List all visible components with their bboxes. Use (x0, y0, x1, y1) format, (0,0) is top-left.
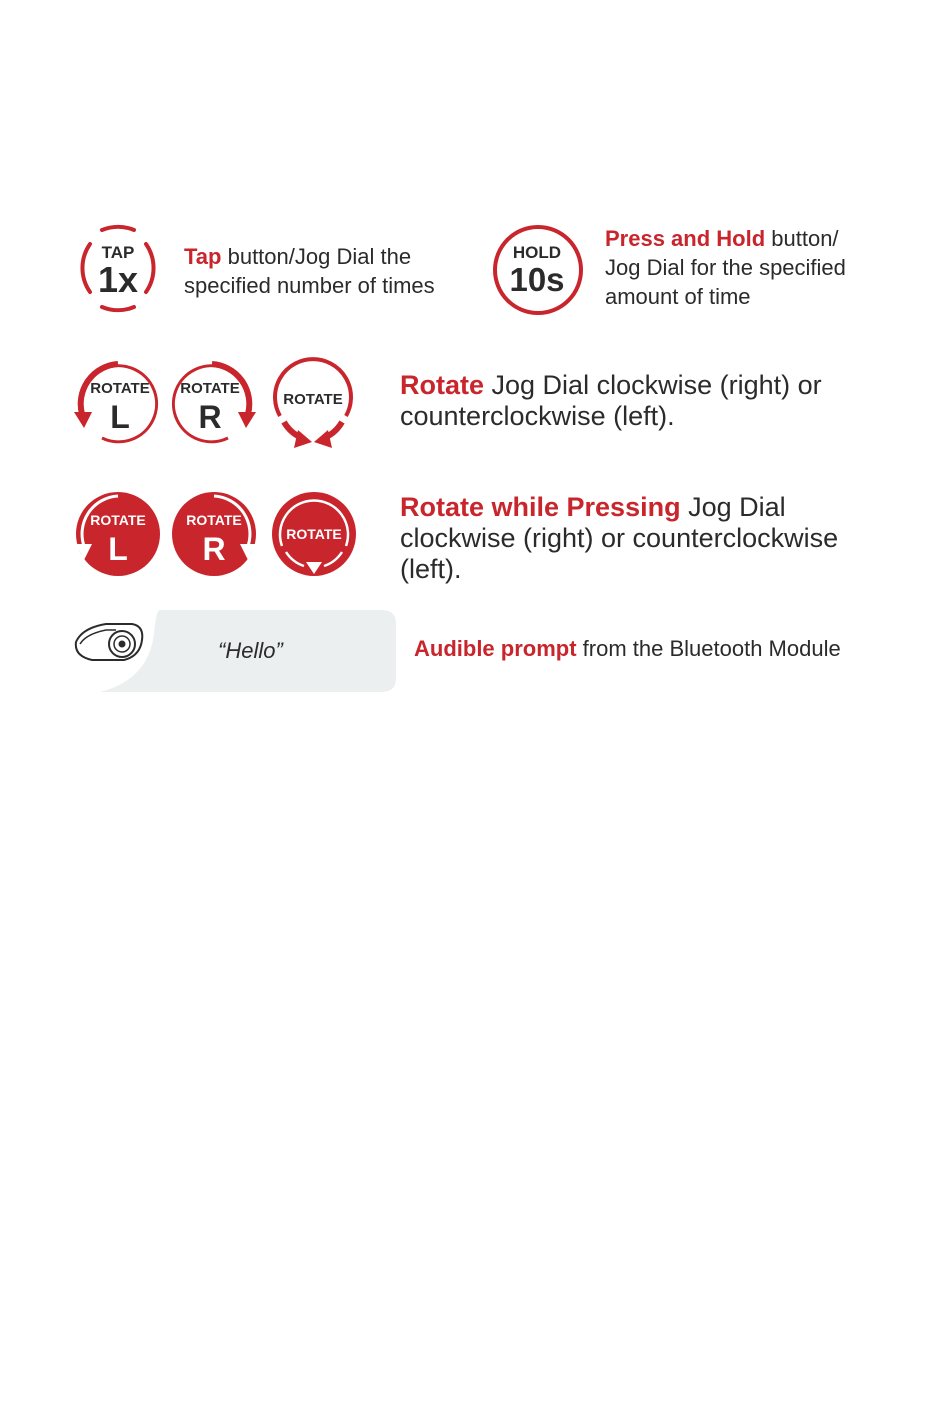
rotate-either-icon (268, 356, 358, 450)
svg-text:ROTATE: ROTATE (180, 380, 240, 397)
rotate-press-right-letter: R (202, 531, 226, 567)
svg-text:ROTATE: ROTATE (283, 391, 343, 408)
tap-icon-label: TAP (101, 243, 135, 262)
prompt-description: Audible prompt from the Bluetooth Module (414, 636, 841, 661)
tap-description: Tap button/Jog Dial the specified number of times (184, 244, 435, 298)
hold-icon-duration: 10s (509, 261, 565, 298)
rotate-press-term: Rotate while Pressing (400, 492, 681, 522)
tap-icon (68, 222, 168, 314)
hold-icon (490, 222, 586, 318)
svg-text:ROTATE: ROTATE (286, 526, 342, 542)
rotate-right-letter: R (198, 399, 222, 435)
rotate-press-description: Rotate while Pressing Jog Dial clockwise (right) or counterclockwise (left). (400, 492, 839, 584)
rotate-right-icon (166, 358, 258, 450)
rotate-press-right-icon (168, 488, 260, 580)
svg-text:ROTATE: ROTATE (186, 512, 242, 528)
speech-bubble-text: “Hello” (218, 638, 283, 663)
hold-term: Press and Hold (605, 226, 766, 251)
prompt-term: Audible prompt (414, 636, 577, 661)
rotate-press-left-icon (70, 488, 162, 580)
hold-icon-label: HOLD (512, 243, 562, 262)
tap-term: Tap (184, 244, 222, 269)
svg-text:ROTATE: ROTATE (90, 512, 146, 528)
svg-text:ROTATE: ROTATE (90, 380, 150, 397)
hold-description: Press and Hold button/ Jog Dial for the specified amount of time (605, 226, 846, 309)
rotate-left-icon (72, 358, 164, 450)
tap-icon-count: 1x (97, 259, 139, 300)
rotate-press-left-letter: L (108, 531, 128, 567)
rotate-description: Rotate Jog Dial clockwise (right) or counterclockwise (left). (400, 370, 822, 431)
rotate-term: Rotate (400, 370, 485, 400)
rotate-press-either-icon (270, 488, 358, 580)
bluetooth-module-icon (72, 620, 148, 664)
rotate-left-letter: L (110, 399, 130, 435)
